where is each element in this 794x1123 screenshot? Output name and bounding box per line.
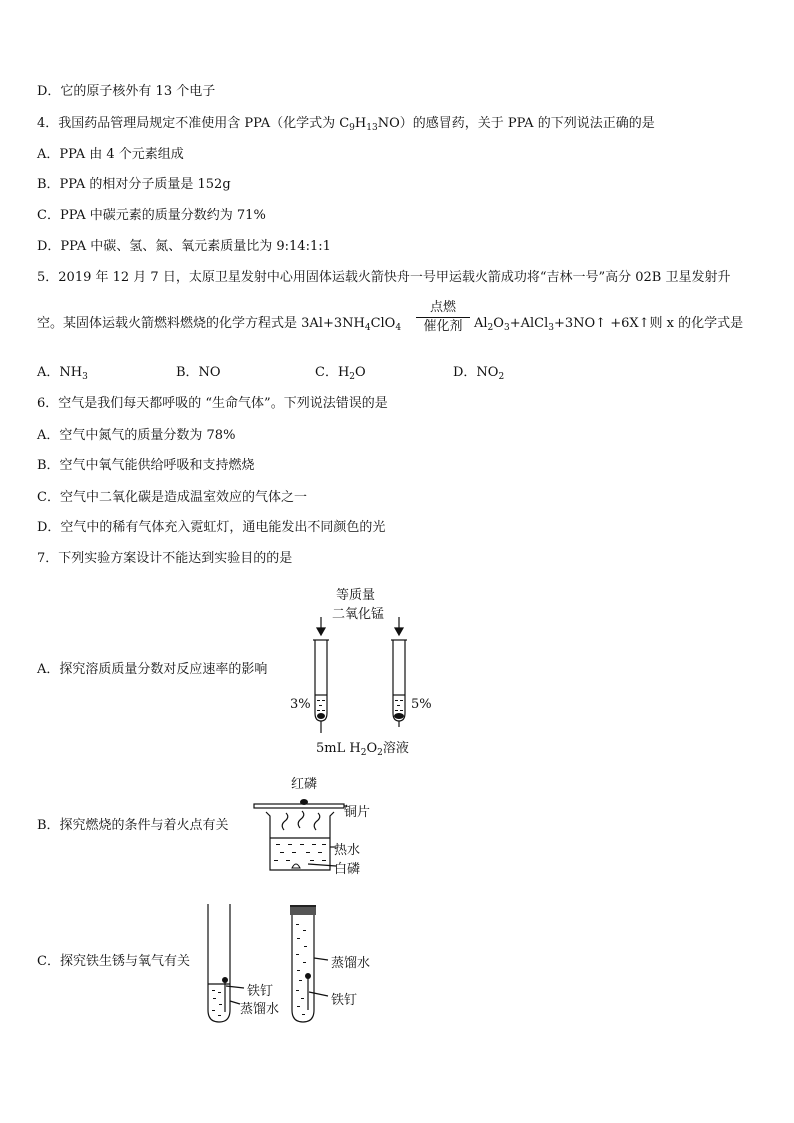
q5-sub-4b: 4 [395,323,402,333]
q7-stem: 7．下列实验方案设计不能达到实验目的的是 [37,551,293,566]
q5-alcl: +AlCl [509,316,549,331]
q5-line2-suffix: +3NO↑ +6X↑则 x 的化学式是 [553,316,744,331]
figa-h2o2-suffix: 溶液 [382,741,409,756]
q4-stem-prefix: 4．我国药品管理局规定不准使用含 PPA（化学式为 C [37,116,350,131]
figa-h2o2-sub1: 2 [360,748,367,758]
q5-line1: 5．2019 年 12 月 7 日，太原卫星发射中心用固体运载火箭快舟一号甲运载火箭成功将“吉林一号”高分 02B 卫星发射升 [37,270,731,285]
q5-sub-2: 2 [487,323,494,333]
q5-opt-d-sub: 2 [498,372,505,382]
q7-option-a: A．探究溶质质量分数对反应速率的影响 [37,662,268,677]
q5-line2-prefix: 空。某固体运载火箭燃料燃烧的化学方程式是 3Al+3NH [37,316,365,331]
q5-al: Al [474,316,488,331]
q5-opt-c-text: C．H [315,365,350,380]
q5-sub-3b: 3 [548,323,554,333]
q5-opt-a-text: A．NH [37,365,83,380]
q6-option-d: D．空气中的稀有气体充入霓虹灯，通电能发出不同颜色的光 [37,520,386,535]
condition-catalyst: 催化剂 [423,319,463,334]
q4-h: H [354,116,367,131]
q4-stem-suffix: NO）的感冒药，关于 PPA 的下列说法正确的是 [377,116,655,131]
figb-label-white-phosphorus: 白磷 [334,862,361,877]
figa-label-equal-mass: 等质量 [336,588,376,603]
figure-a-test-tubes [300,615,420,740]
q4-option-a: A．PPA 由 4 个元素组成 [37,147,184,162]
figc-label-nail-1: 铁钉 [247,984,274,999]
figb-label-red-phosphorus: 红磷 [291,777,318,792]
figc-label-water-2: 蒸馏水 [331,956,371,971]
q5-sub-3a: 3 [503,323,510,333]
q5-line2-right [474,316,743,332]
q4-option-d: D．PPA 中碳、氢、氮、氧元素质量比为 9:14:1:1 [37,239,331,254]
q4-sub-9: 9 [349,123,355,133]
q4-option-c: C．PPA 中碳元素的质量分数约为 71% [37,208,266,223]
q6-stem: 6．空气是我们每天都呼吸的 “生命气体”。下列说法错误的是 [37,396,388,411]
figure-c-test-tubes [200,900,335,1030]
q5-opt-c-end: O [355,365,366,380]
q5-opt-c-sub: 2 [349,372,356,382]
figa-h2o2-mid: O [366,741,378,756]
q5-o: O [493,316,504,331]
figure-b-beaker [252,790,347,875]
q5-option-b: B．NO [176,365,221,380]
q7-option-c: C．探究铁生锈与氧气有关 [37,954,190,969]
figb-label-copper: 铜片 [344,805,371,820]
q5-option-d [453,365,504,381]
figa-h2o2-sub2: 2 [377,748,383,758]
figa-label-3pct: 3% [290,697,311,712]
q5-opt-a-sub: 3 [82,372,88,382]
q3-option-d: D．它的原子核外有 13 个电子 [37,84,216,99]
figc-label-water-1: 蒸馏水 [240,1002,280,1017]
q5-sub-4a: 4 [364,323,371,333]
reaction-condition [414,300,472,335]
q5-line2-left [37,316,401,332]
q6-option-a: A．空气中氮气的质量分数为 78% [37,428,236,443]
figa-label-mno2: 二氧化锰 [332,607,385,622]
q6-option-b: B．空气中氧气能供给呼吸和支持燃烧 [37,458,255,473]
reaction-arrow-line [416,317,470,318]
figb-label-hot-water: 热水 [334,843,361,858]
q4-stem [37,116,655,132]
q4-sub-13: 13 [366,123,378,133]
q5-clo: ClO [370,316,396,331]
q6-option-c: C．空气中二氧化碳是造成温室效应的气体之一 [37,490,307,505]
figc-label-nail-2: 铁钉 [331,993,358,1008]
q5-option-c [315,365,366,381]
q4-option-b: B．PPA 的相对分子质量是 152g [37,177,231,192]
figa-h2o2-prefix: 5mL H [316,741,361,756]
q5-opt-d-text: D．NO [453,365,499,380]
figa-label-5pct: 5% [411,697,432,712]
condition-ignite: 点燃 [429,300,456,315]
q5-option-a [37,365,88,381]
q7-option-b: B．探究燃烧的条件与着火点有关 [37,818,229,833]
